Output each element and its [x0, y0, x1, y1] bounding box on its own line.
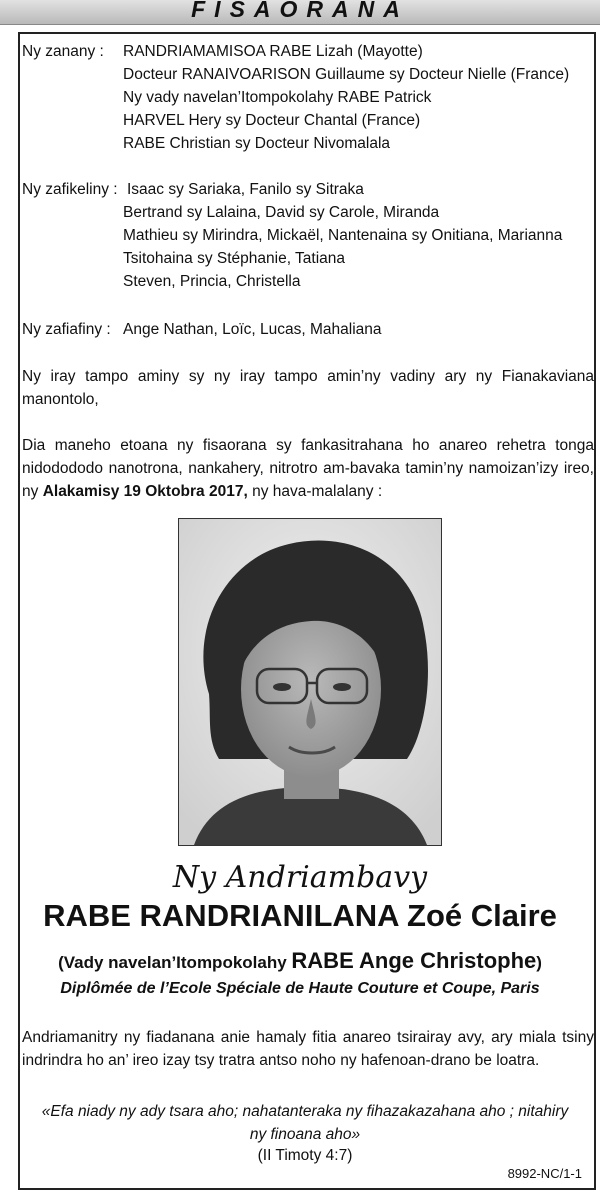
- spouse-suffix: ): [536, 953, 542, 972]
- zafikeliny-line: Bertrand sy Lalaina, David sy Carole, Miranda: [123, 204, 440, 221]
- zanany-line: RABE Christian sy Docteur Nivomalala: [123, 135, 391, 152]
- thanks-paragraph: [22, 434, 594, 503]
- deceased-name: RABE RANDRIANILANA Zoé Claire: [43, 898, 557, 933]
- notice-code: 8992-NC/1-1: [507, 1166, 582, 1181]
- spouse-line: [0, 948, 600, 974]
- zanany-line: Ny vady navelan’Itompokolahy RABE Patrick: [123, 89, 432, 106]
- spouse-prefix: (Vady navelan’Itompokolahy: [58, 953, 292, 972]
- header-bar: [0, 0, 600, 25]
- zafiafiny-line: Ange Nathan, Loïc, Lucas, Mahaliana: [123, 321, 382, 338]
- spouse-name: RABE Ange Christophe: [291, 948, 537, 973]
- thanks-text: Dia maneho etoana ny fisaorana sy fankasitrahana ho anareo rehetra tonga nidodododo nanotrona, nankahery, nitrotro am-bavaka tamin’ny namoizan’izy ireo, ny: [22, 437, 594, 500]
- blessing-paragraph: Andriamanitry ny fiadanana anie hamaly fitia anareo tsirairay avy, ary miala tsiny indrindra ho an’ ireo izay tsy tratra antso noho ny hafenoan-drano be loatra.: [22, 1029, 594, 1069]
- honorific-title: Ny Andriambavy: [172, 860, 428, 895]
- bible-quote: «Efa niady ny ady tsara aho; nahatanteraka ny fihazakazahana aho ; nitahiry ny finoana aho»: [41, 1103, 569, 1143]
- zafikeliny-line: Tsitohaina sy Stéphanie, Tatiana: [123, 250, 346, 267]
- zanany-label: Ny zanany :: [22, 43, 104, 60]
- zafikeliny-line: Isaac sy Sariaka, Fanilo sy Sitraka: [127, 181, 364, 198]
- zafikeliny-label: Ny zafikeliny :: [22, 181, 118, 198]
- thanks-tail: ny hava-malalany :: [247, 483, 383, 500]
- bible-reference: (II Timoty 4:7): [257, 1147, 353, 1164]
- zanany-line: RANDRIAMAMISOA RABE Lizah (Mayotte): [123, 43, 423, 60]
- zanany-line: HARVEL Hery sy Docteur Chantal (France): [123, 112, 421, 129]
- page-title: FISAORANA: [191, 0, 409, 22]
- portrait-photo: [178, 518, 442, 846]
- family-paragraph: Ny iray tampo aminy sy ny iray tampo amin’ny vadiny ary ny Fianakaviana manontolo,: [22, 368, 594, 408]
- diploma-line: Diplômée de l’Ecole Spéciale de Haute Couture et Coupe, Paris: [60, 980, 540, 997]
- zanany-line: Docteur RANAIVOARISON Guillaume sy Docteur Nielle (France): [123, 66, 570, 83]
- thanks-date: Alakamisy 19 Oktobra 2017,: [42, 483, 248, 500]
- zafiafiny-label: Ny zafiafiny :: [22, 321, 111, 338]
- zafikeliny-line: Mathieu sy Mirindra, Mickaël, Nantenaina sy Onitiana, Marianna: [123, 227, 563, 244]
- zafikeliny-line: Steven, Princia, Christella: [123, 273, 301, 290]
- portrait-illustration: [179, 519, 441, 845]
